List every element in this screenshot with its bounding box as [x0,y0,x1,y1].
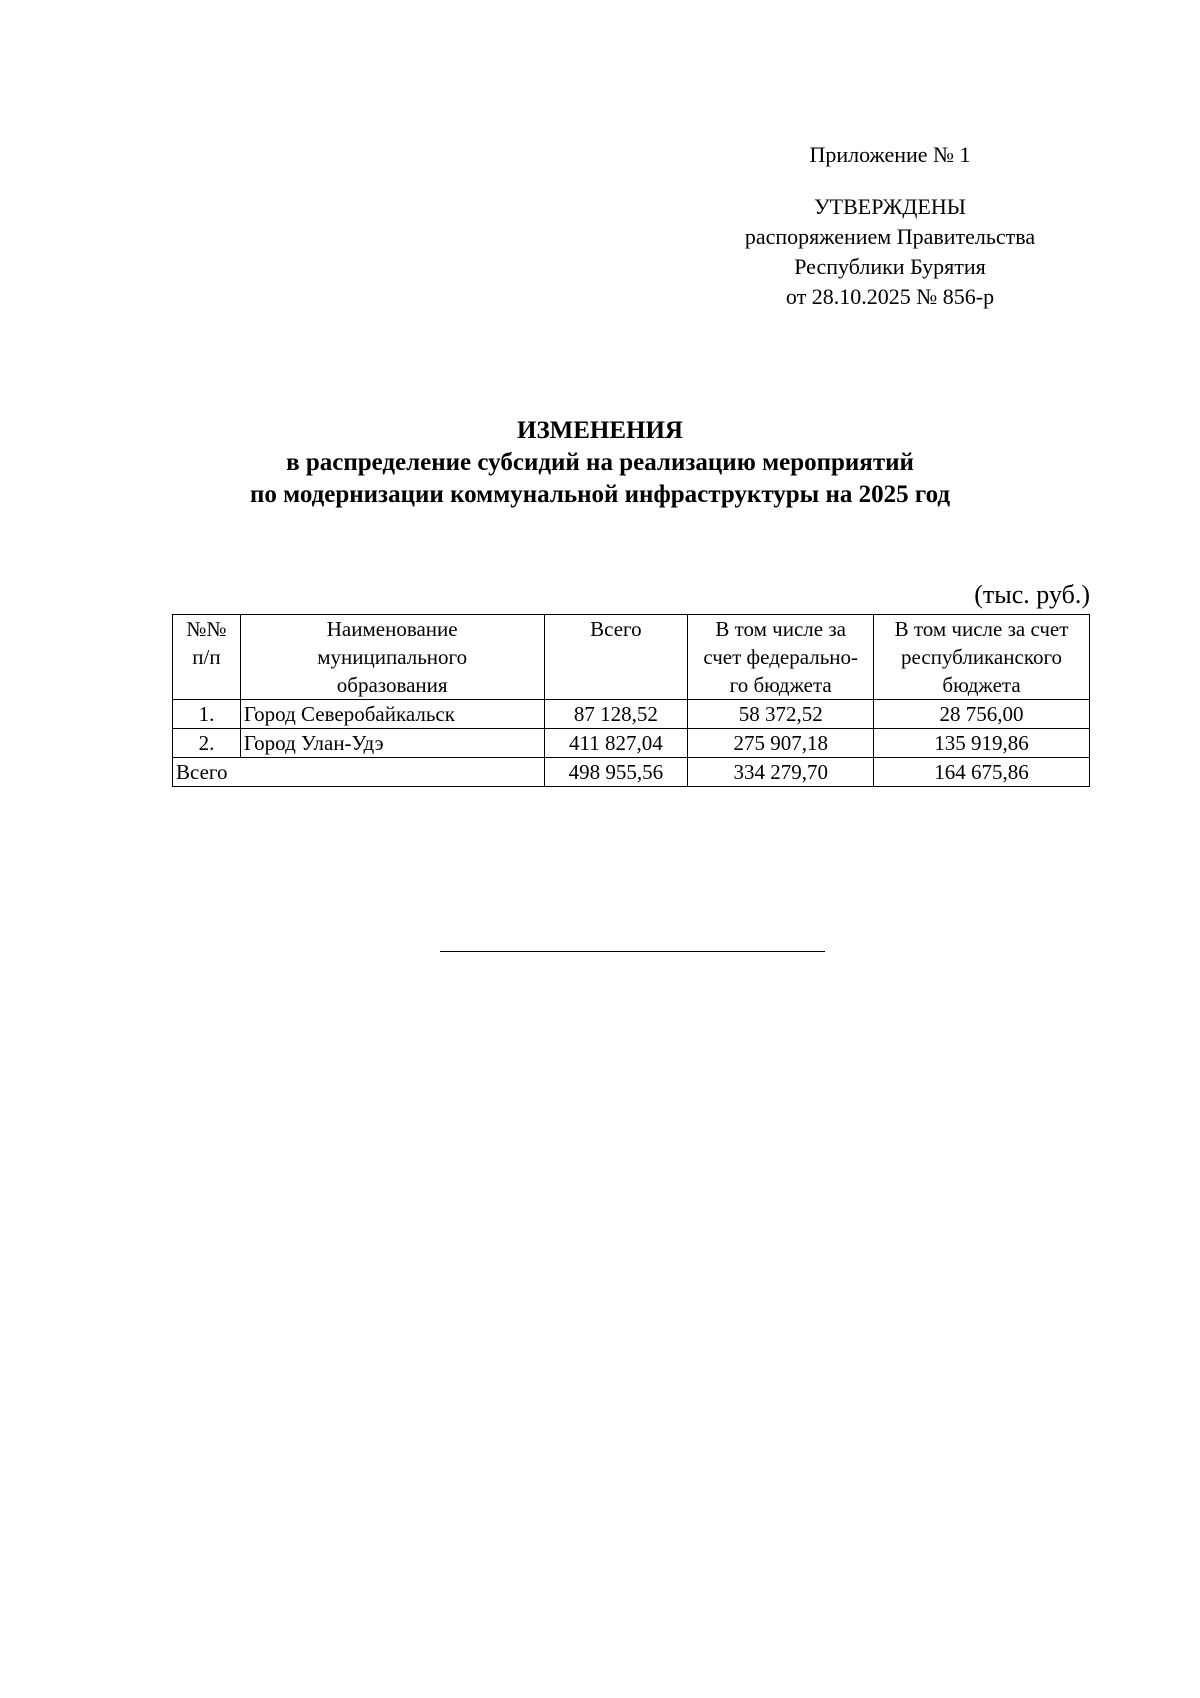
row-federal: 275 907,18 [688,729,874,758]
approved-label: УТВЕРЖДЕНЫ [814,194,966,219]
header-federal-line: В том числе за [715,617,846,641]
table-header-row [173,615,1090,700]
approval-line-2: Республики Бурятия [794,254,986,279]
header-name-line: Наименование [326,617,458,641]
table-totals-row [173,758,1090,787]
header-total-line: Всего [590,617,642,641]
totals-label: Всего [173,758,545,787]
row-total: 411 827,04 [544,729,688,758]
document-title [100,415,1100,511]
units-label: (тыс. руб.) [974,580,1090,609]
header-num [173,615,241,700]
title-line-1: ИЗМЕНЕНИЯ [517,417,683,444]
header-name-line: муниципального [317,645,468,669]
header-name [240,615,544,700]
closing-divider [440,951,825,952]
annex-label: Приложение № 1 [809,142,971,167]
header-republican-line: бюджета [942,673,1021,697]
title-line-2: в распределение субсидий на реализацию мероприятий [286,449,914,476]
row-republican: 28 756,00 [874,700,1090,729]
title-line-3: по модернизации коммунальной инфраструктуры на 2025 год [249,481,951,508]
header-name-line: образования [336,673,448,697]
approval-block [700,140,1080,312]
header-republican-line: республиканского [901,645,1063,669]
table-row [173,729,1090,758]
header-federal-line: го бюджета [729,673,832,697]
row-total: 87 128,52 [544,700,688,729]
header-republican-line: В том числе за счет [894,617,1069,641]
header-num-line: п/п [192,645,221,669]
row-municipality: Город Улан-Удэ [240,729,544,758]
subsidy-table [172,614,1090,787]
totals-republican: 164 675,86 [874,758,1090,787]
header-federal-line: счет федерально- [703,645,859,669]
row-num: 1. [173,700,241,729]
header-republican [874,615,1090,700]
approval-line-3: от 28.10.2025 № 856-р [785,284,995,309]
header-total [544,615,688,700]
row-municipality: Город Северобайкальск [240,700,544,729]
totals-federal: 334 279,70 [688,758,874,787]
row-federal: 58 372,52 [688,700,874,729]
header-federal [688,615,874,700]
totals-total: 498 955,56 [544,758,688,787]
approval-line-1: распоряжением Правительства [744,224,1036,249]
header-num-line: №№ [186,617,227,641]
row-republican: 135 919,86 [874,729,1090,758]
row-num: 2. [173,729,241,758]
table-row [173,700,1090,729]
